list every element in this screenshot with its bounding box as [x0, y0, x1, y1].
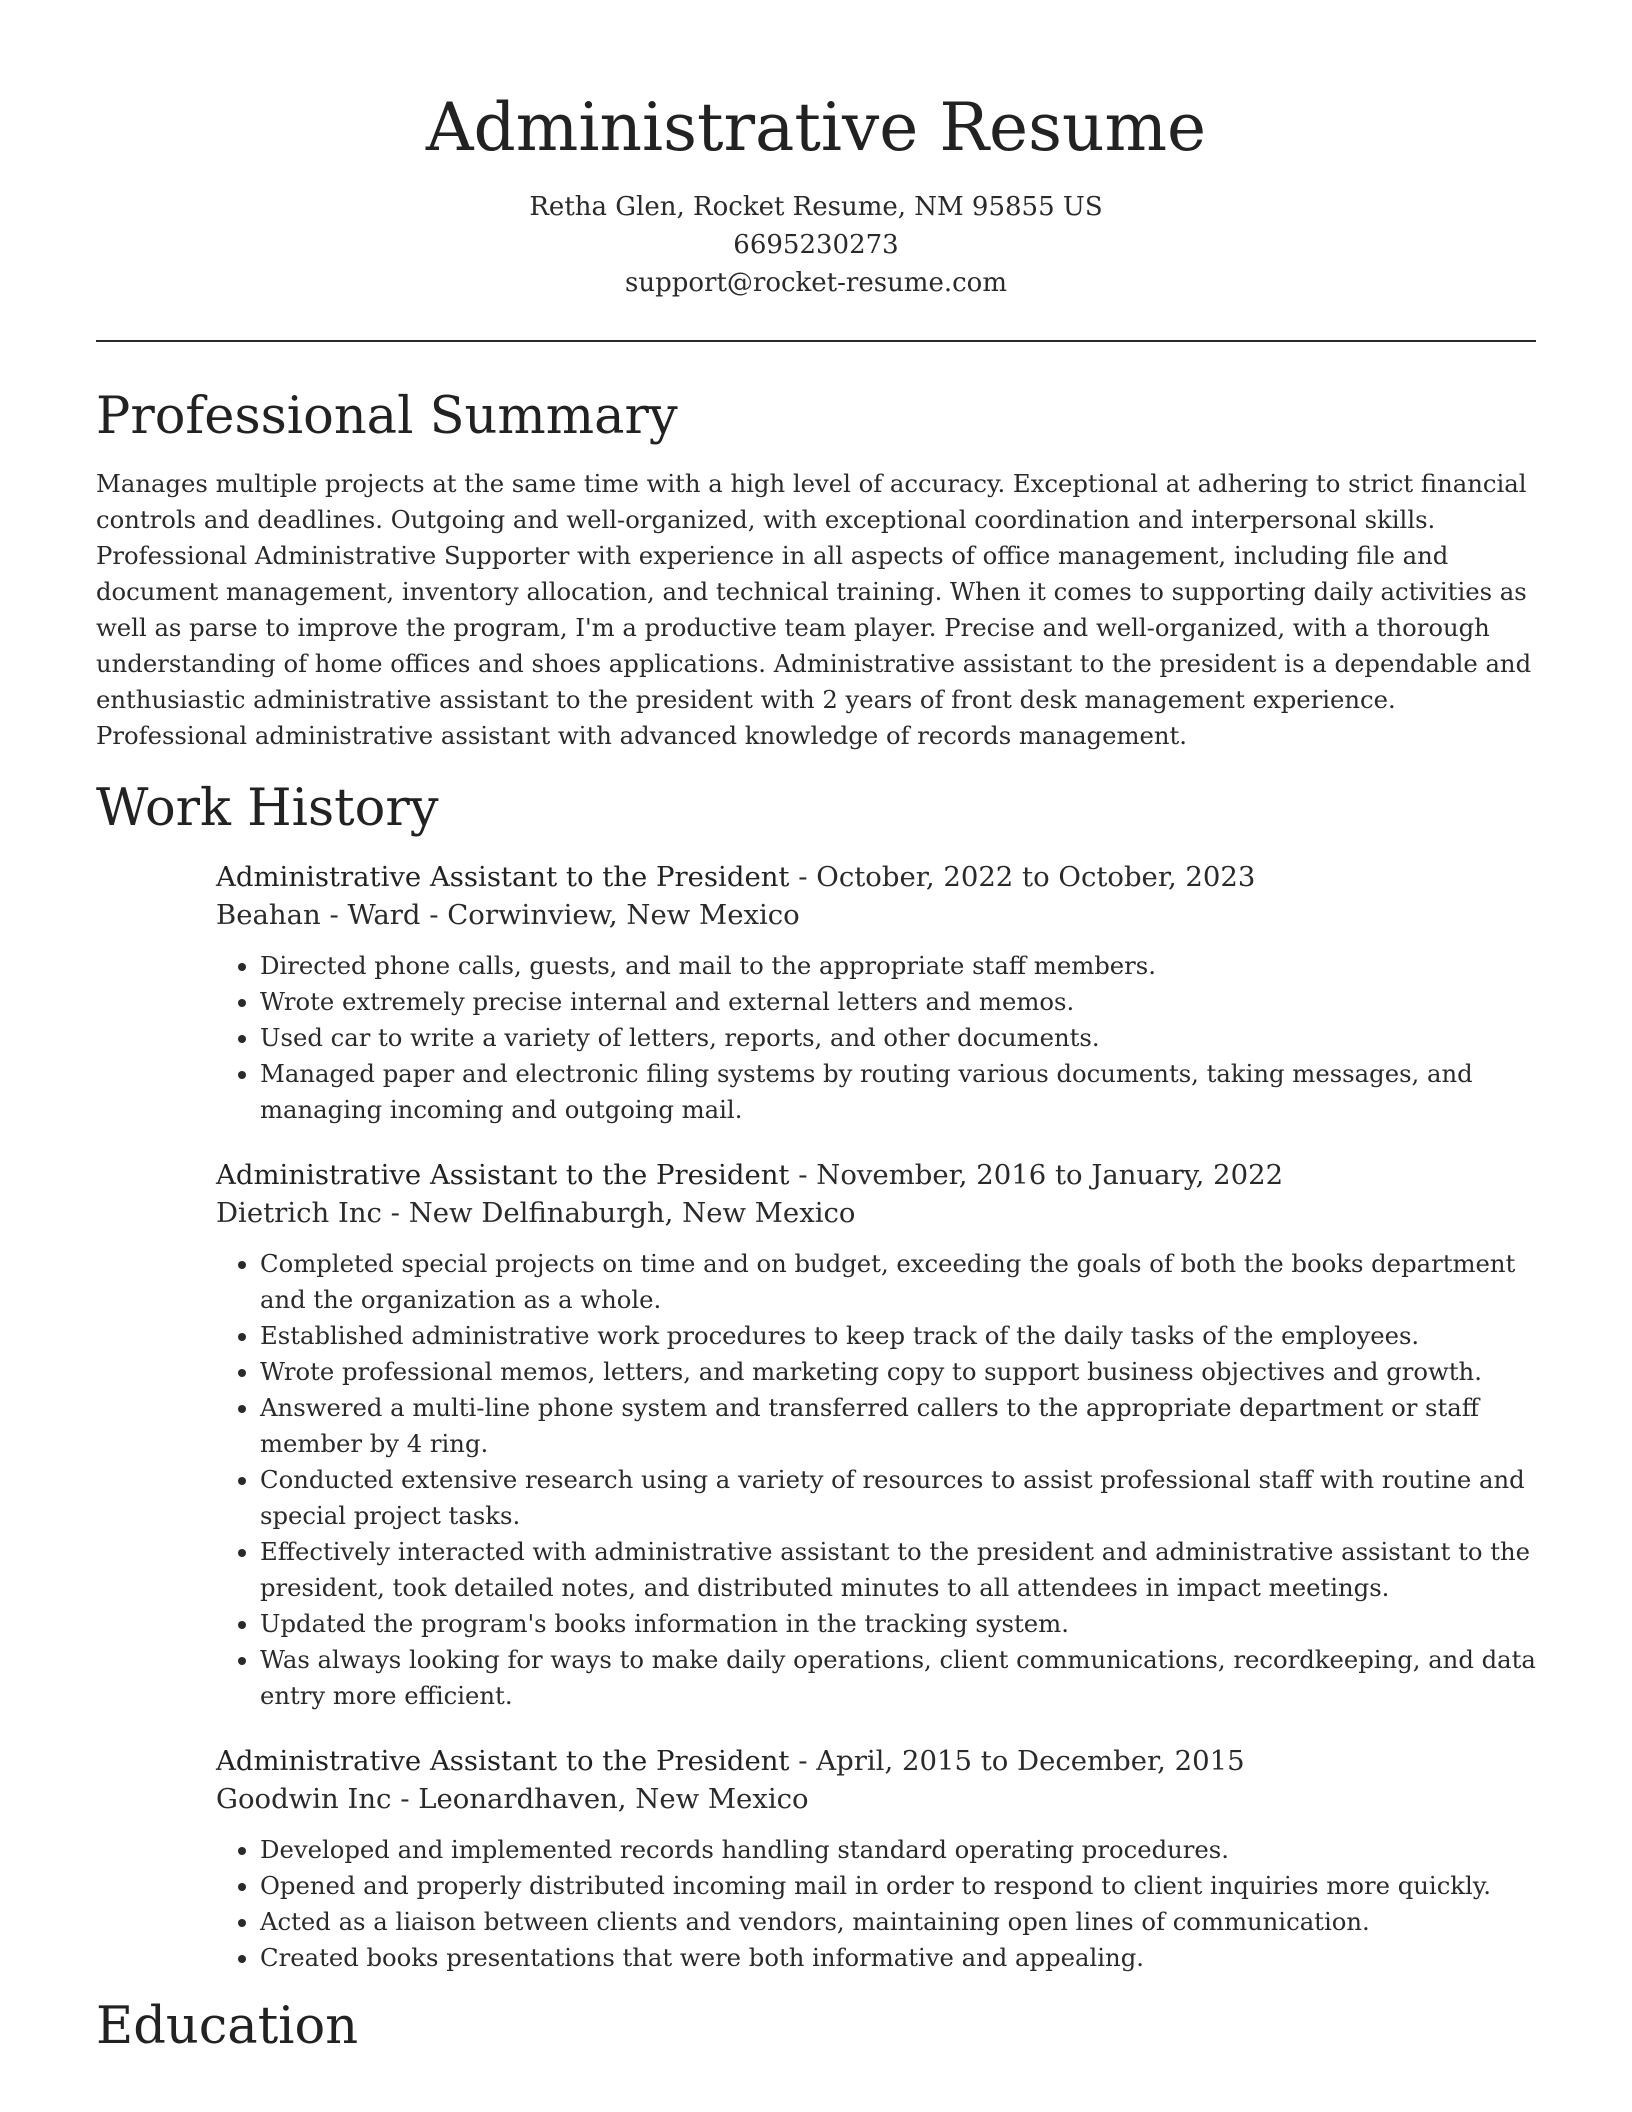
- job-bullets: [216, 1246, 1536, 1714]
- job-bullet: • Developed and implemented records handling standard operating procedures.: [260, 1832, 1536, 1868]
- job-title-line: Administrative Assistant to the President - October, 2022 to October, 2023: [216, 861, 1256, 893]
- job-bullet: • Completed special projects on time and on budget, exceeding the goals of both the books department and the organization as a whole.: [260, 1246, 1536, 1318]
- job-bullet: • Conducted extensive research using a variety of resources to assist professional staff with routine and special project tasks.: [260, 1462, 1536, 1534]
- contact-email: support@rocket-resume.com: [624, 268, 1007, 298]
- work-history-heading: Work History: [96, 779, 439, 838]
- job-bullet: • Established administrative work procedures to keep track of the daily tasks of the employees.: [260, 1318, 1536, 1354]
- job-dates: October, 2022 to October, 2023: [816, 861, 1256, 893]
- summary-heading: Professional Summary: [96, 387, 678, 446]
- summary-text: Manages multiple projects at the same time with a high level of accuracy. Exceptional at adhering to strict financial controls and deadlines. Outgoing and well-organized, with exceptional coordination and interpersonal skills. Professional Administrative Supporter with experience in all aspects of office management, including file and document management, inventory allocation, and technical training. When it comes to supporting daily activities as well as parse to improve the program, I'm a productive team player. Precise and well-organized, with a thorough understanding of home offices and shoes applications. Administrative assistant to the president is a dependable and enthusiastic administrative assistant to the president with 2 years of front desk management experience. Professional administrative assistant with advanced knowledge of records management.: [96, 469, 1532, 750]
- job-bullet: • Opened and properly distributed incoming mail in order to respond to client inquiries more quickly.: [260, 1868, 1536, 1904]
- job-bullet: • Wrote professional memos, letters, and marketing copy to support business objectives and growth.: [260, 1354, 1536, 1390]
- job-bullet: • Directed phone calls, guests, and mail to the appropriate staff members.: [260, 948, 1536, 984]
- job-bullet: • Used car to write a variety of letters, reports, and other documents.: [260, 1020, 1536, 1056]
- job-title-line: Administrative Assistant to the President - November, 2016 to January, 2022: [216, 1159, 1284, 1191]
- contact-address: Retha Glen, Rocket Resume, NM 95855 US: [529, 192, 1103, 222]
- job-role: Administrative Assistant to the President: [216, 1745, 790, 1777]
- job-company: Goodwin Inc - Leonardhaven, New Mexico: [216, 1783, 809, 1815]
- job-dates: November, 2016 to January, 2022: [816, 1159, 1284, 1191]
- job-role: Administrative Assistant to the President: [216, 1159, 790, 1191]
- contact-block: [96, 188, 1536, 302]
- job-company: Beahan - Ward - Corwinview, New Mexico: [216, 899, 800, 931]
- job-entry: [216, 858, 1536, 1128]
- resume-title: Administrative Resume: [425, 89, 1207, 166]
- job-bullet: • Was always looking for ways to make daily operations, client communications, recordkeeping, and data entry more efficient.: [260, 1642, 1536, 1714]
- job-role: Administrative Assistant to the President: [216, 861, 790, 893]
- job-bullet: • Managed paper and electronic filing systems by routing various documents, taking messages, and managing incoming and outgoing mail.: [260, 1056, 1536, 1128]
- contact-phone: 6695230273: [733, 230, 899, 260]
- job-entry: [216, 1742, 1536, 1976]
- resume-page: [96, 0, 1536, 2062]
- job-bullets: [216, 1832, 1536, 1976]
- header-divider: [96, 340, 1536, 342]
- job-bullet: • Answered a multi-line phone system and transferred callers to the appropriate department or staff member by 4 ring.: [260, 1390, 1536, 1462]
- job-bullet: • Wrote extremely precise internal and external letters and memos.: [260, 984, 1536, 1020]
- job-bullet: • Created books presentations that were both informative and appealing.: [260, 1940, 1536, 1976]
- job-bullet: • Acted as a liaison between clients and vendors, maintaining open lines of communication.: [260, 1904, 1536, 1940]
- job-dates: April, 2015 to December, 2015: [816, 1745, 1245, 1777]
- job-company: Dietrich Inc - New Delfinaburgh, New Mexico: [216, 1197, 856, 1229]
- job-title-line: Administrative Assistant to the President - April, 2015 to December, 2015: [216, 1745, 1245, 1777]
- job-entry: [216, 1156, 1536, 1714]
- education-heading: Education: [96, 1997, 359, 2056]
- job-bullets: [216, 948, 1536, 1128]
- job-bullet: • Effectively interacted with administrative assistant to the president and administrative assistant to the president, took detailed notes, and distributed minutes to all attendees in impact meetings.: [260, 1534, 1536, 1606]
- job-bullet: • Updated the program's books information in the tracking system.: [260, 1606, 1536, 1642]
